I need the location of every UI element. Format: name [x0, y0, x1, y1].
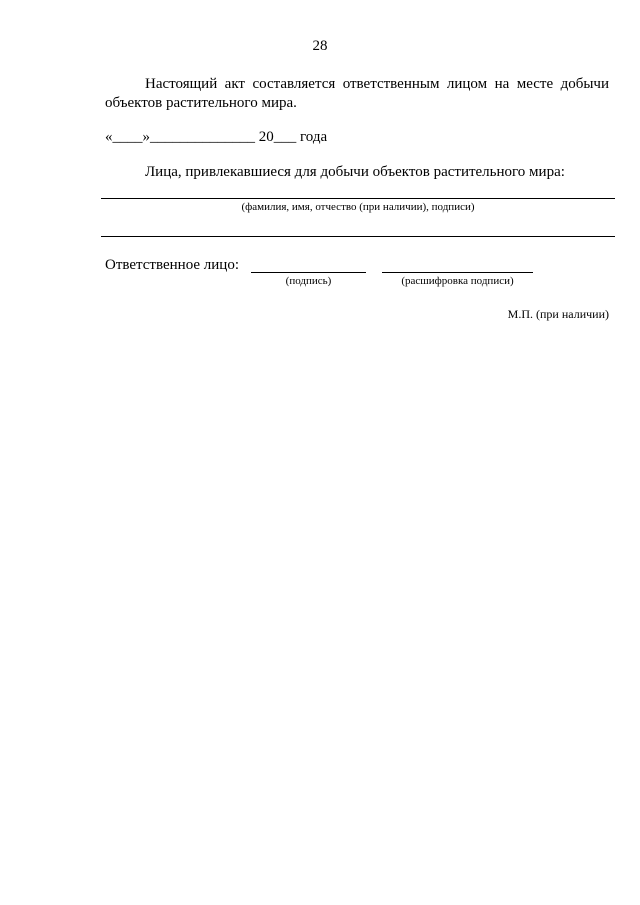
- signature-line: [251, 272, 366, 273]
- persons-signature-line: [101, 198, 615, 199]
- act-paragraph: [105, 75, 609, 113]
- decode-caption: (расшифровка подписи): [401, 275, 514, 287]
- persons-extra-line: [101, 236, 615, 237]
- act-paragraph-text: Настоящий акт составляется ответственным лицом на месте добычи объектов растительного мира.: [105, 76, 609, 111]
- page-number: 28: [312, 38, 328, 54]
- signature-caption: (подпись): [285, 275, 332, 287]
- responsible-label: Ответственное лицо:: [105, 257, 239, 273]
- date-line: «____»______________ 20___ года: [105, 129, 328, 145]
- persons-caption: (фамилия, имя, отчество (при наличии), подписи): [241, 201, 475, 213]
- persons-label: Лица, привлекавшиеся для добычи объектов растительного мира:: [145, 164, 565, 180]
- stamp-note: М.П. (при наличии): [507, 307, 609, 321]
- decode-signature-line: [382, 272, 533, 273]
